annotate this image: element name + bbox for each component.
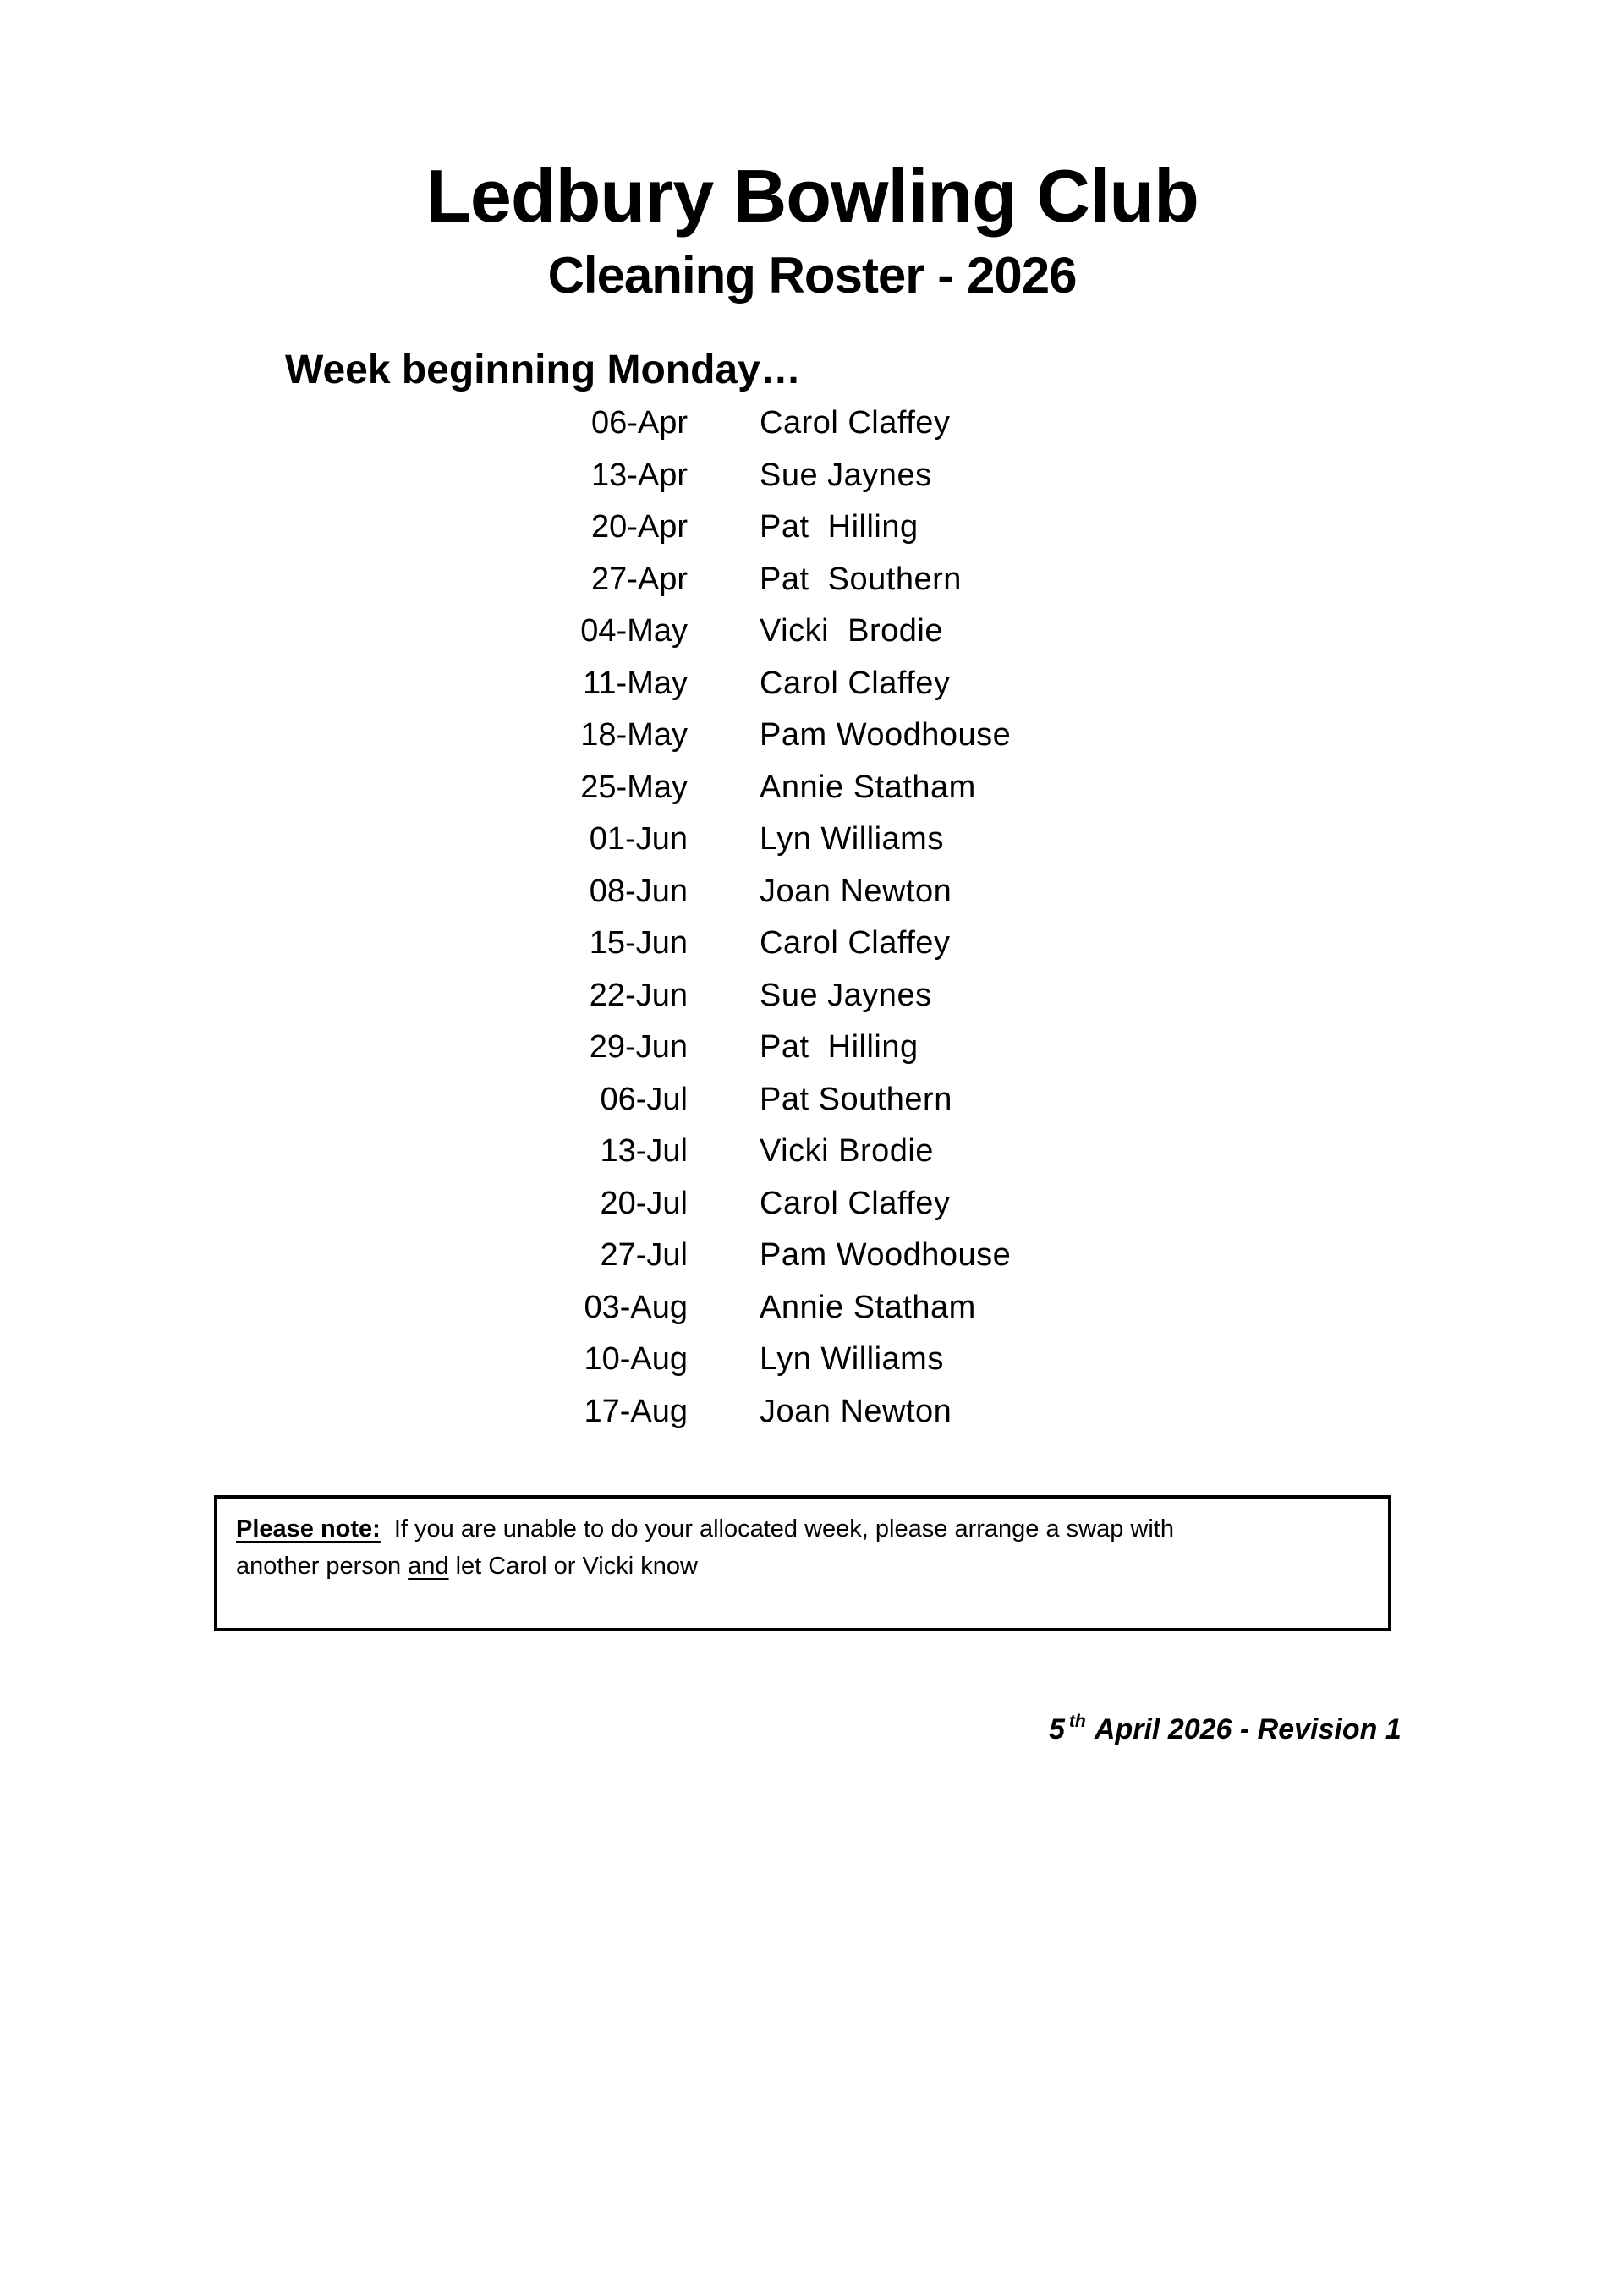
page-title: Ledbury Bowling Club (425, 154, 1199, 238)
week-date: 20-Apr (590, 509, 688, 545)
note-text-line2-before: another person (236, 1553, 409, 1580)
week-date: 11-May (583, 665, 688, 701)
note-box (214, 1495, 1391, 1631)
cleaner-name: Annie Statham (760, 1289, 976, 1325)
revision-text: April 2026 - Revision 1 (1087, 1713, 1402, 1745)
roster-row (0, 450, 1624, 502)
roster-row (0, 1386, 1624, 1438)
note-text-line2-after: let Carol or Vicki know (448, 1553, 698, 1580)
cleaner-name: Sue Jaynes (760, 977, 932, 1013)
cleaner-name: Annie Statham (760, 769, 976, 805)
revision-day: 5 (1049, 1713, 1065, 1745)
week-date: 18-May (580, 717, 688, 753)
week-date: 22-Jun (589, 977, 688, 1013)
cleaner-name: Lyn Williams (760, 1341, 944, 1378)
roster-row (0, 658, 1624, 710)
roster-row (0, 554, 1624, 606)
roster-row (0, 1282, 1624, 1334)
roster-row (0, 1230, 1624, 1282)
cleaner-name: Pam Woodhouse (760, 1237, 1012, 1274)
roster-row (0, 1074, 1624, 1126)
note-label: Please note: (236, 1515, 381, 1543)
roster-row (0, 1178, 1624, 1230)
week-date: 13-Jul (600, 1133, 688, 1170)
week-date: 06-Apr (590, 405, 688, 441)
note-text-line1: If you are unable to do your allocated week, please arrange a swap with (393, 1515, 1174, 1543)
roster-row (0, 397, 1624, 450)
week-date: 03-Aug (584, 1289, 688, 1325)
week-date: 04-May (580, 613, 688, 649)
week-date: 29-Jun (589, 1029, 688, 1066)
week-date: 15-Jun (589, 925, 688, 962)
cleaner-name: Pat Hilling (760, 509, 919, 545)
roster-row (0, 501, 1624, 554)
note-line-2 (236, 1548, 1388, 1585)
week-date: 01-Jun (589, 821, 688, 858)
cleaner-name: Lyn Williams (760, 821, 944, 858)
revision-ordinal: th (1068, 1712, 1086, 1731)
week-date: 27-Jul (600, 1237, 688, 1274)
cleaner-name: Carol Claffey (760, 405, 951, 441)
cleaner-name: Joan Newton (760, 873, 952, 909)
cleaner-name: Carol Claffey (760, 925, 951, 962)
note-line-1 (236, 1510, 1388, 1548)
week-date: 08-Jun (589, 873, 688, 909)
cleaner-name: Pam Woodhouse (760, 717, 1012, 753)
cleaner-name: Joan Newton (760, 1393, 952, 1429)
week-date: 13-Apr (590, 457, 688, 493)
roster-heading: Week beginning Monday… (285, 348, 801, 392)
roster-row (0, 1126, 1624, 1178)
week-date: 27-Apr (590, 561, 688, 597)
cleaner-name: Carol Claffey (760, 665, 951, 701)
roster-row (0, 710, 1624, 762)
cleaner-name: Pat Southern (760, 1081, 952, 1117)
roster-row (0, 1022, 1624, 1074)
roster-row (0, 918, 1624, 970)
cleaner-name: Pat Southern (760, 561, 962, 597)
roster-row (0, 606, 1624, 658)
roster-row (0, 970, 1624, 1022)
cleaner-name: Pat Hilling (760, 1029, 919, 1066)
week-date: 25-May (580, 769, 688, 805)
note-underlined-and: and (408, 1553, 449, 1580)
week-date: 10-Aug (584, 1341, 688, 1378)
cleaner-name: Sue Jaynes (760, 457, 932, 493)
roster-row (0, 1334, 1624, 1386)
roster-row (0, 814, 1624, 866)
roster-rows (0, 397, 1624, 1438)
cleaner-name: Vicki Brodie (760, 1133, 934, 1170)
roster-row (0, 866, 1624, 918)
week-date: 06-Jul (600, 1081, 688, 1117)
cleaner-name: Carol Claffey (760, 1185, 951, 1221)
roster-row (0, 762, 1624, 814)
cleaner-name: Vicki Brodie (760, 613, 944, 649)
revision-line (1049, 1705, 1402, 1746)
week-date: 20-Jul (600, 1185, 688, 1221)
page-subtitle: Cleaning Roster - 2026 (547, 247, 1077, 304)
week-date: 17-Aug (584, 1393, 688, 1429)
